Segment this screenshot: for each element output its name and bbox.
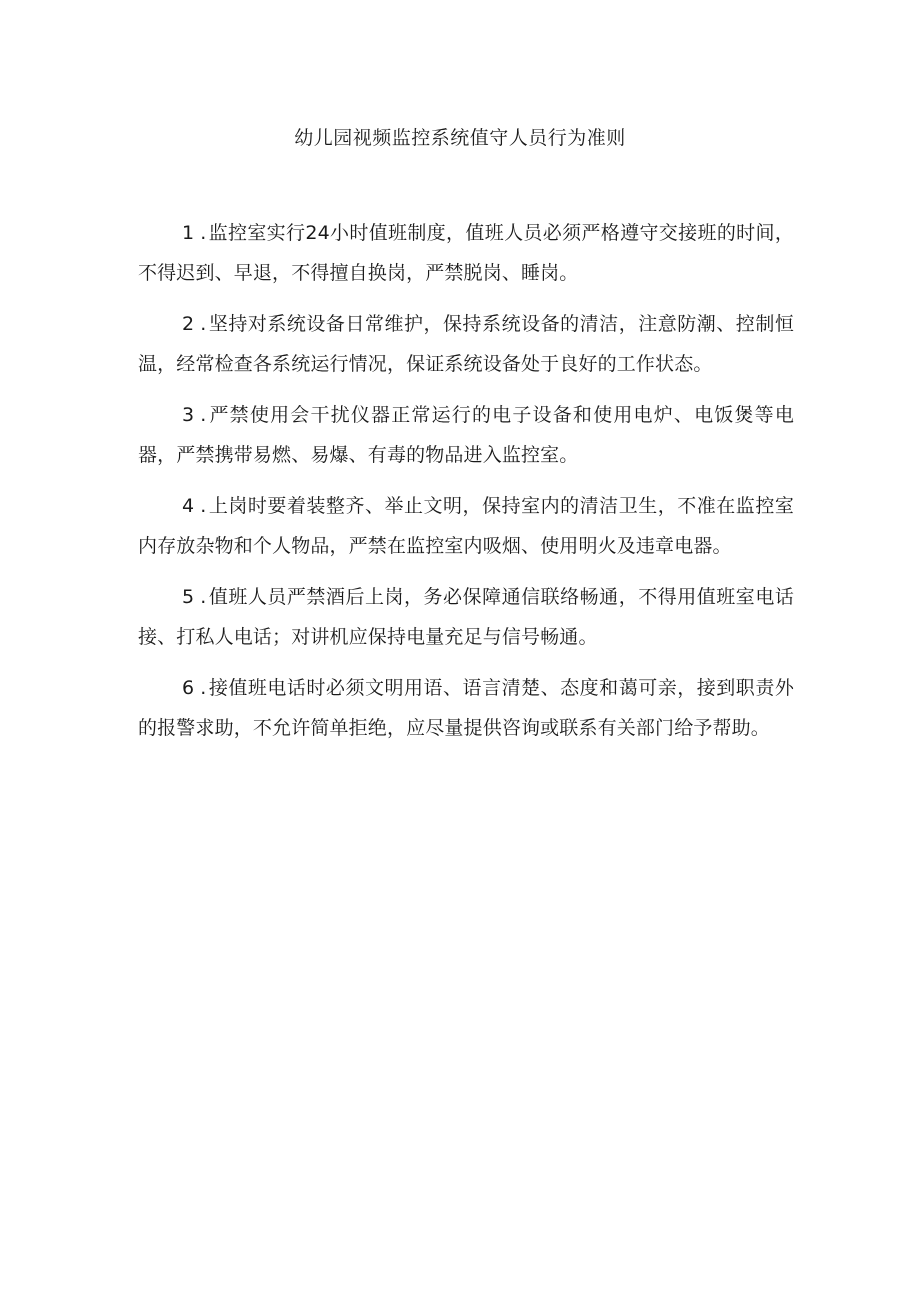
clause-text: 坚持对系统设备日常维护，保持系统设备的清洁，注意防潮、控制恒温，经常检查各系统运行情况，保证系统设备处于良好的工作状态。 — [138, 313, 794, 375]
clause-separator: . — [200, 222, 207, 244]
clause-1 — [138, 213, 794, 293]
clause-separator: . — [200, 495, 207, 517]
clause-number: 5 — [182, 586, 195, 608]
clause-separator: . — [200, 586, 207, 608]
clause-text: 上岗时要着装整齐、举止文明，保持室内的清洁卫生，不准在监控室内存放杂物和个人物品，严禁在监控室内吸烟、使用明火及违章电器。 — [138, 495, 794, 557]
clause-4 — [138, 486, 794, 566]
clause-text: 严禁使用会干扰仪器正常运行的电子设备和使用电炉、电饭煲等电器，严禁携带易燃、易爆、有毒的物品进入监控室。 — [138, 404, 794, 466]
clause-2 — [138, 304, 794, 384]
clause-number: 6 — [182, 677, 195, 699]
clause-separator: . — [200, 677, 207, 699]
clause-text: 接值班电话时必须文明用语、语言清楚、态度和蔼可亲，接到职责外的报警求助，不允许简单拒绝，应尽量提供咨询或联系有关部门给予帮助。 — [138, 677, 794, 739]
clause-3 — [138, 395, 794, 475]
clause-text: 值班人员严禁酒后上岗，务必保障通信联络畅通，不得用值班室电话接、打私人电话；对讲机应保持电量充足与信号畅通。 — [138, 586, 794, 648]
clause-separator: . — [200, 404, 207, 426]
clause-number: 4 — [182, 495, 195, 517]
clause-number: 1 — [182, 222, 195, 244]
clause-text: 监控室实行24小时值班制度，值班人员必须严格遵守交接班的时间，不得迟到、早退，不得擅自换岗，严禁脱岗、睡岗。 — [138, 222, 794, 284]
clause-number: 2 — [182, 313, 195, 335]
document-title: 幼儿园视频监控系统值守人员行为准则 — [294, 127, 626, 149]
clause-number: 3 — [182, 404, 195, 426]
clause-5 — [138, 577, 794, 657]
clause-list — [138, 213, 794, 759]
clause-6 — [138, 668, 794, 748]
clause-separator: . — [200, 313, 207, 335]
